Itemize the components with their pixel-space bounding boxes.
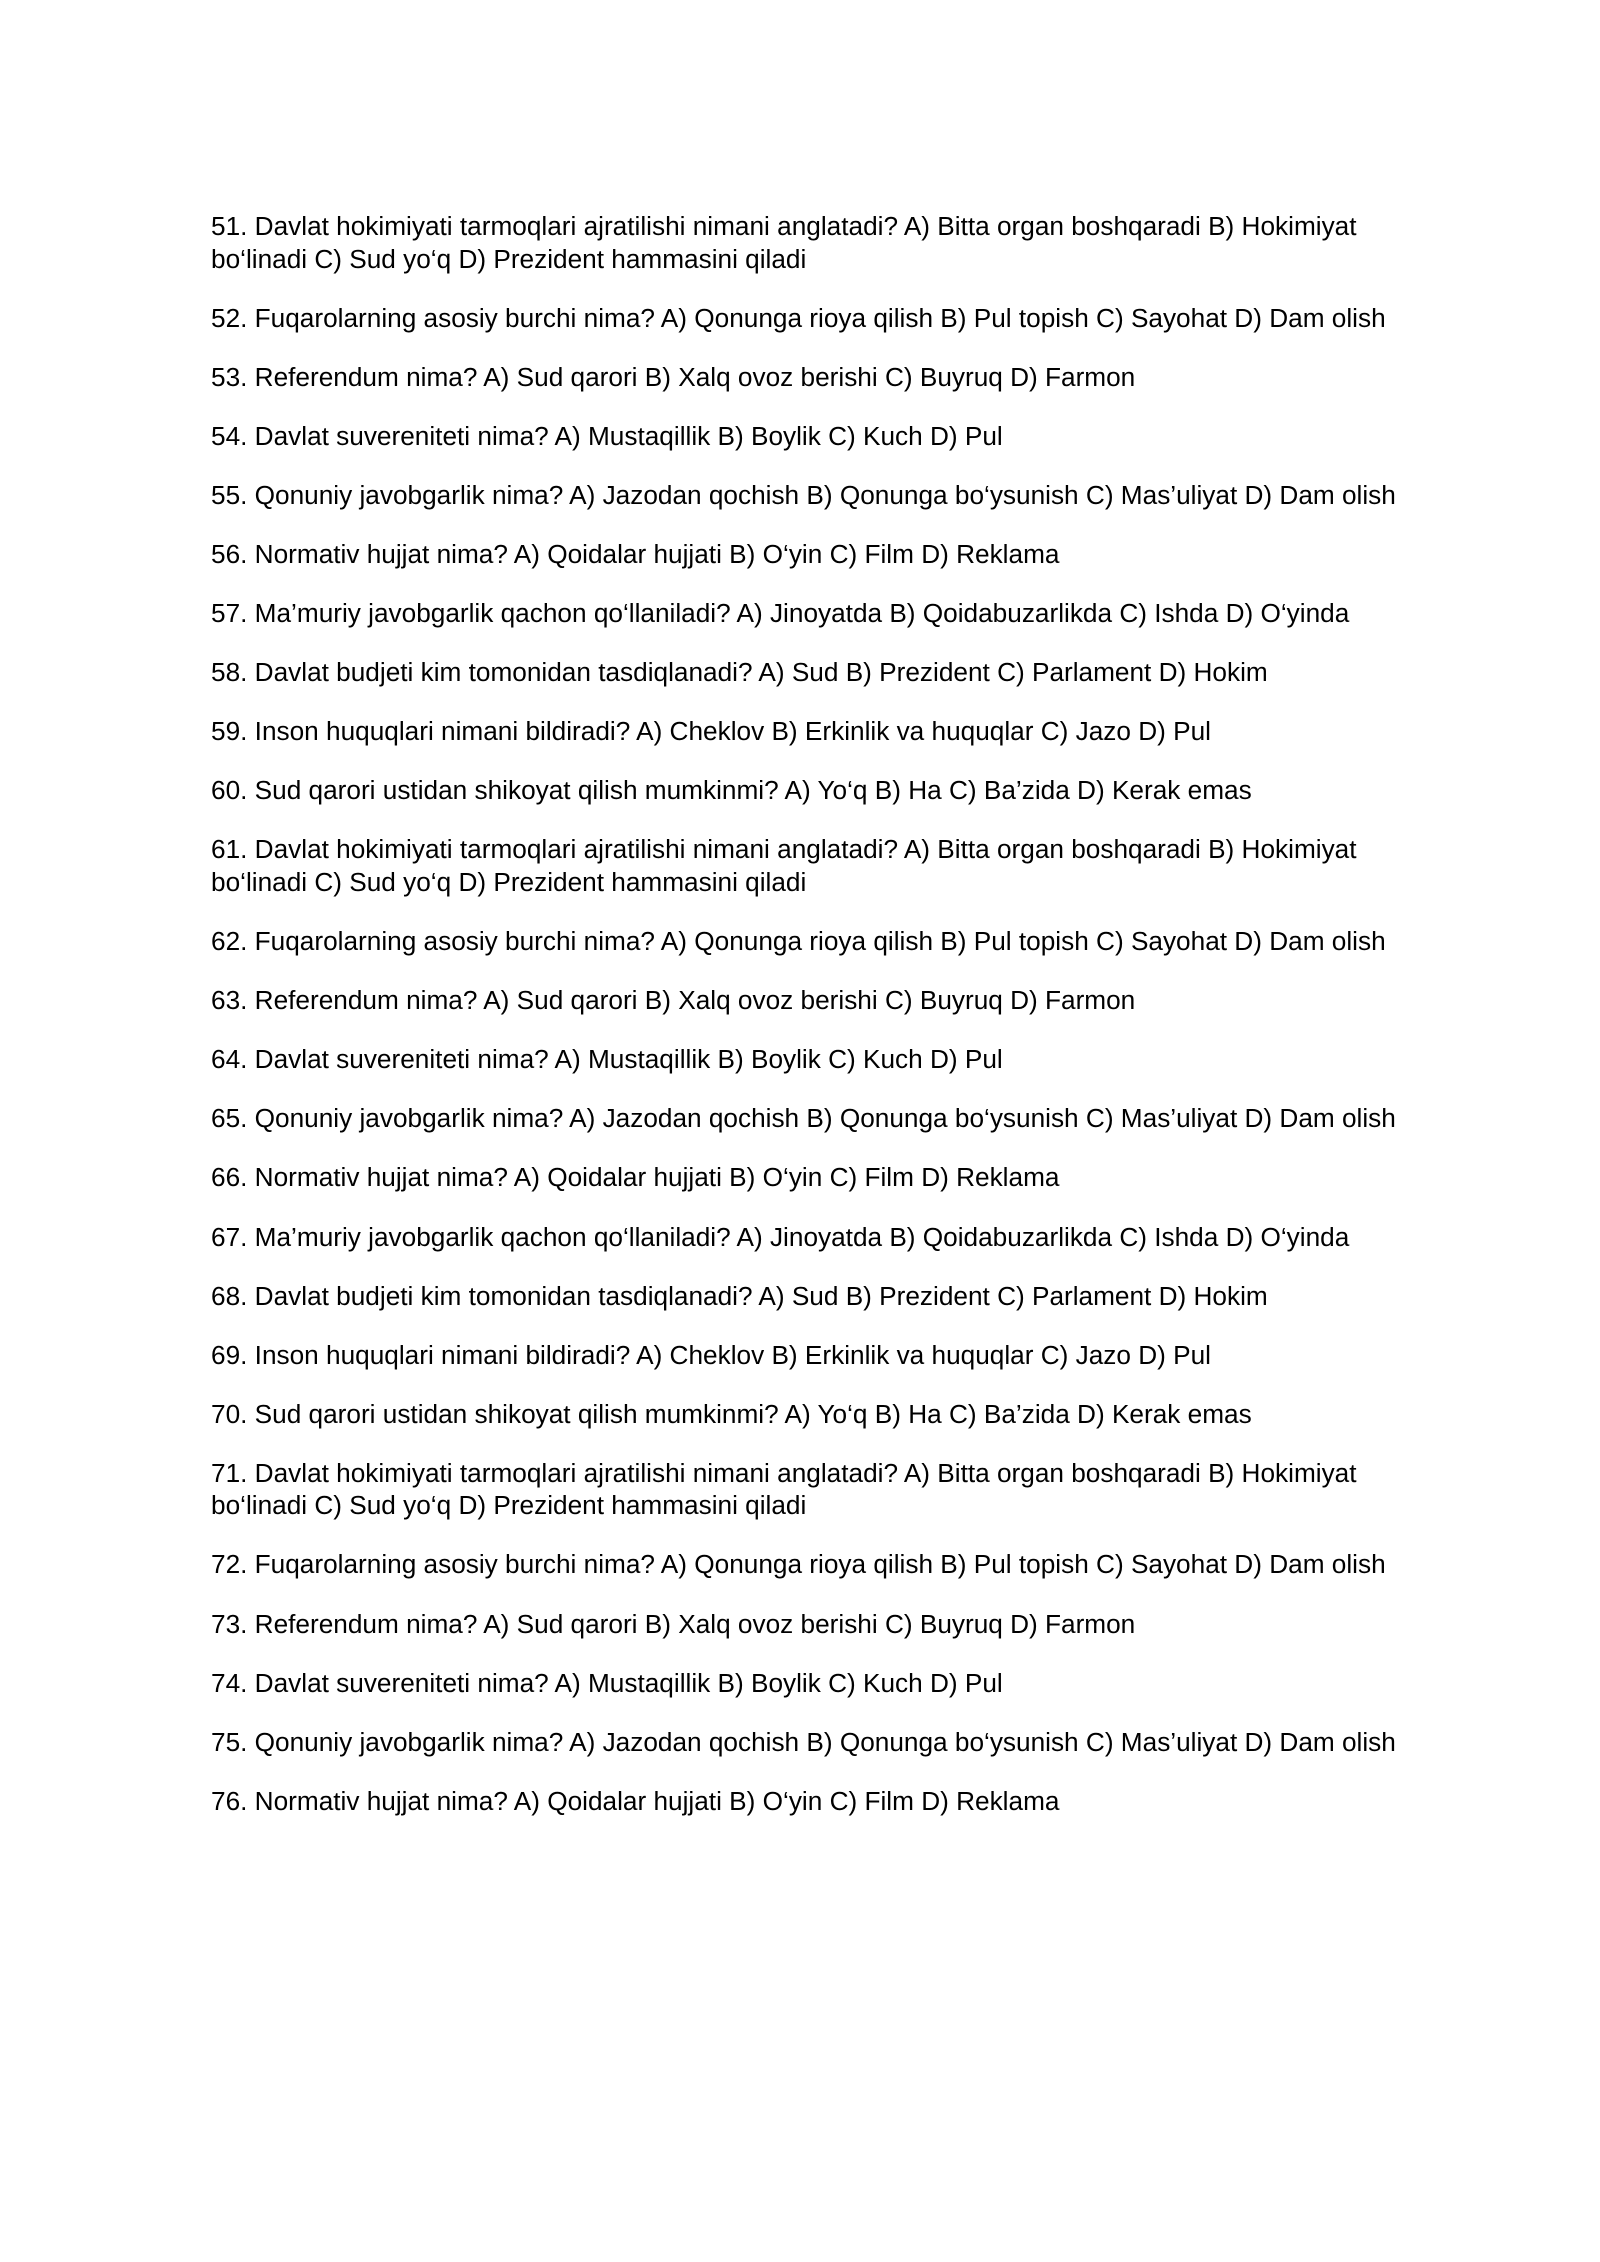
question-72: 72. Fuqarolarning asosiy burchi nima? A) Qonunga rioya qilish B) Pul topish C) Sayohat D) Dam olish <box>211 1549 1386 1580</box>
question-66: 66. Normativ hujjat nima? A) Qoidalar hujjati B) O‘yin C) Film D) Reklama <box>211 1162 1060 1193</box>
question-71: 71. Davlat hokimiyati tarmoqlari ajratilishi nimani anglatadi? A) Bitta organ boshqaradi B) Hokimiyat bo‘linadi C) Sud yo‘q D) Prezident hammasini qiladi <box>211 1457 1357 1521</box>
question-76: 76. Normativ hujjat nima? A) Qoidalar hujjati B) O‘yin C) Film D) Reklama <box>211 1785 1060 1816</box>
question-69: 69. Inson huquqlari nimani bildiradi? A) Cheklov B) Erkinlik va huquqlar C) Jazo D) Pul <box>211 1339 1211 1370</box>
question-68: 68. Davlat budjeti kim tomonidan tasdiqlanadi? A) Sud B) Prezident C) Parlament D) Hokim <box>211 1280 1268 1311</box>
question-62: 62. Fuqarolarning asosiy burchi nima? A) Qonunga rioya qilish B) Pul topish C) Sayohat D) Dam olish <box>211 926 1386 957</box>
question-74: 74. Davlat suvereniteti nima? A) Mustaqillik B) Boylik C) Kuch D) Pul <box>211 1667 1003 1698</box>
question-65: 65. Qonuniy javobgarlik nima? A) Jazodan qochish B) Qonunga bo‘ysunish C) Mas’uliyat D) Dam olish <box>211 1103 1396 1134</box>
question-56: 56. Normativ hujjat nima? A) Qoidalar hujjati B) O‘yin C) Film D) Reklama <box>211 538 1060 569</box>
question-70: 70. Sud qarori ustidan shikoyat qilish mumkinmi? A) Yo‘q B) Ha C) Ba’zida D) Kerak emas <box>211 1398 1252 1429</box>
question-75: 75. Qonuniy javobgarlik nima? A) Jazodan qochish B) Qonunga bo‘ysunish C) Mas’uliyat D) Dam olish <box>211 1726 1396 1757</box>
question-64: 64. Davlat suvereniteti nima? A) Mustaqillik B) Boylik C) Kuch D) Pul <box>211 1044 1003 1075</box>
question-67: 67. Ma’muriy javobgarlik qachon qo‘llaniladi? A) Jinoyatda B) Qoidabuzarlikda C) Ishda D) O‘yinda <box>211 1221 1350 1252</box>
question-53: 53. Referendum nima? A) Sud qarori B) Xalq ovoz berishi C) Buyruq D) Farmon <box>211 361 1136 392</box>
question-61: 61. Davlat hokimiyati tarmoqlari ajratilishi nimani anglatadi? A) Bitta organ boshqaradi B) Hokimiyat bo‘linadi C) Sud yo‘q D) Prezident hammasini qiladi <box>211 834 1357 897</box>
question-51: 51. Davlat hokimiyati tarmoqlari ajratilishi nimani anglatadi? A) Bitta organ boshqaradi B) Hokimiyat bo‘linadi C) Sud yo‘q D) Prezident hammasini qiladi <box>211 211 1357 274</box>
question-55: 55. Qonuniy javobgarlik nima? A) Jazodan qochish B) Qonunga bo‘ysunish C) Mas’uliyat D) Dam olish <box>211 479 1396 510</box>
question-52: 52. Fuqarolarning asosiy burchi nima? A) Qonunga rioya qilish B) Pul topish C) Sayohat D) Dam olish <box>211 302 1386 333</box>
question-58: 58. Davlat budjeti kim tomonidan tasdiqlanadi? A) Sud B) Prezident C) Parlament D) Hokim <box>211 657 1268 688</box>
question-73: 73. Referendum nima? A) Sud qarori B) Xalq ovoz berishi C) Buyruq D) Farmon <box>211 1608 1136 1639</box>
document-page <box>211 210 1411 1844</box>
question-59: 59. Inson huquqlari nimani bildiradi? A) Cheklov B) Erkinlik va huquqlar C) Jazo D) Pul <box>211 716 1211 747</box>
question-54: 54. Davlat suvereniteti nima? A) Mustaqillik B) Boylik C) Kuch D) Pul <box>211 420 1003 451</box>
question-57: 57. Ma’muriy javobgarlik qachon qo‘llaniladi? A) Jinoyatda B) Qoidabuzarlikda C) Ishda D) O‘yinda <box>211 598 1350 629</box>
question-60: 60. Sud qarori ustidan shikoyat qilish mumkinmi? A) Yo‘q B) Ha C) Ba’zida D) Kerak emas <box>211 775 1252 806</box>
question-63: 63. Referendum nima? A) Sud qarori B) Xalq ovoz berishi C) Buyruq D) Farmon <box>211 985 1136 1016</box>
